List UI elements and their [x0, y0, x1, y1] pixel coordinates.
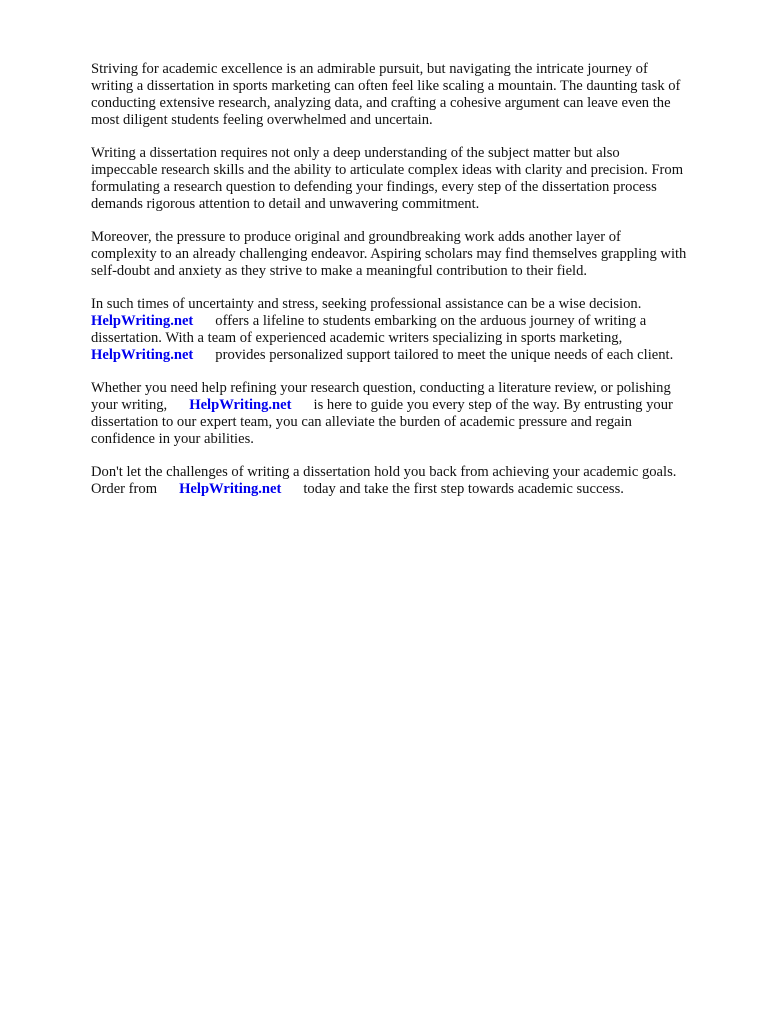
- text-line: demands rigorous attention to detail and unwavering commitment.: [91, 196, 480, 212]
- text-fragment: your writing,: [91, 397, 168, 413]
- text-line: self-doubt and anxiety as they strive to make a meaningful contribution to their field.: [91, 263, 588, 279]
- helpwriting-link[interactable]: HelpWriting.net: [179, 481, 282, 497]
- text-line: [91, 313, 741, 330]
- text-line: [91, 481, 741, 498]
- text-line: impeccable research skills and the ability to articulate complex ideas with clarity and precision. From: [91, 162, 684, 178]
- paragraph-intro: [91, 61, 741, 129]
- text-line: Moreover, the pressure to produce original and groundbreaking work adds another layer of: [91, 229, 621, 245]
- paragraph-requirements: [91, 145, 741, 213]
- text-fragment: today and take the first step towards academic success.: [303, 481, 624, 497]
- text-line: conducting extensive research, analyzing data, and crafting a cohesive argument can leave even the: [91, 95, 671, 111]
- helpwriting-link[interactable]: HelpWriting.net: [189, 397, 292, 413]
- text-line: Striving for academic excellence is an admirable pursuit, but navigating the intricate journey of: [91, 61, 648, 77]
- paragraph-assistance: [91, 296, 741, 364]
- text-fragment: is here to guide you every step of the way. By entrusting your: [313, 397, 673, 413]
- text-line: Don't let the challenges of writing a dissertation hold you back from achieving your academic goals.: [91, 464, 677, 480]
- text-line: writing a dissertation in sports marketing can often feel like scaling a mountain. The daunting task of: [91, 78, 681, 94]
- text-line: Writing a dissertation requires not only a deep understanding of the subject matter but also: [91, 145, 620, 161]
- text-line: [91, 397, 741, 414]
- text-line: formulating a research question to defending your findings, every step of the dissertation process: [91, 179, 657, 195]
- text-line: dissertation to our expert team, you can alleviate the burden of academic pressure and regain: [91, 414, 632, 430]
- helpwriting-link[interactable]: HelpWriting.net: [91, 313, 194, 329]
- text-line: confidence in your abilities.: [91, 431, 254, 447]
- text-fragment: provides personalized support tailored to meet the unique needs of each client.: [215, 347, 674, 363]
- text-line: Whether you need help refining your research question, conducting a literature review, or polishing: [91, 380, 671, 396]
- text-line: [91, 347, 741, 364]
- text-line: dissertation. With a team of experienced academic writers specializing in sports marketing,: [91, 330, 623, 346]
- paragraph-call-to-action: [91, 464, 741, 498]
- helpwriting-link[interactable]: HelpWriting.net: [91, 347, 194, 363]
- text-line: most diligent students feeling overwhelmed and uncertain.: [91, 112, 433, 128]
- paragraph-pressure: [91, 229, 741, 280]
- paragraph-guidance: [91, 380, 741, 448]
- text-line: complexity to an already challenging endeavor. Aspiring scholars may find themselves grappling with: [91, 246, 687, 262]
- text-fragment: offers a lifeline to students embarking on the arduous journey of writing a: [215, 313, 647, 329]
- text-line: In such times of uncertainty and stress, seeking professional assistance can be a wise decision.: [91, 296, 642, 312]
- text-fragment: Order from: [91, 481, 158, 497]
